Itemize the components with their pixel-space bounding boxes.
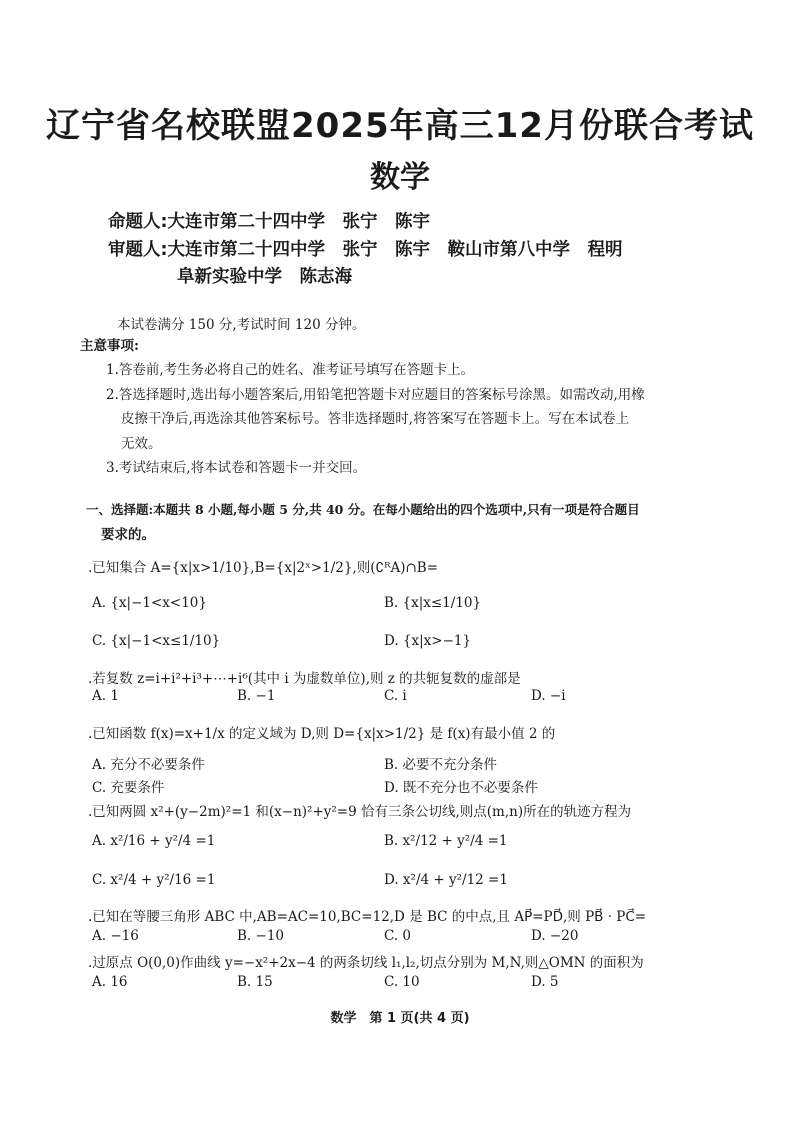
option-a: A. x²/16 + y²/4 =1 [92,833,216,849]
exam-title: 辽宁省名校联盟2025年高三12月份联合考试 [46,106,754,146]
section-heading-cont: 要求的。 [101,527,155,543]
option-a: A. 充分不必要条件 [92,757,205,773]
option-c: C. 充要条件 [92,780,165,796]
notice-item: 2.答选择题时,选出每小题答案后,用铅笔把答题卡对应题目的答案标号涂黑。如需改动,用橡 [106,387,645,403]
option-d: D. −i [531,688,566,704]
reviewers-line-1: 审题人:大连市第二十四中学 张宁 陈宇 鞍山市第八中学 程明 [108,240,623,260]
option-c: C. x²/4 + y²/16 =1 [92,872,216,888]
option-d: D. {x|x>−1} [384,633,472,649]
option-a: A. −16 [92,928,139,944]
section-heading: 一、选择题:本题共 8 小题,每小题 5 分,共 40 分。在每小题给出的四个选项中,只有一项是符合题目 [86,502,640,517]
question-stem: .若复数 z=i+i²+i³+⋯+i⁶(其中 i 为虚数单位),则 z 的共轭复数的虚部是 [88,671,521,687]
notice-item: 无效。 [121,436,162,452]
reviewers-line-2: 阜新实验中学 陈志海 [177,267,352,287]
option-d: D. −20 [531,928,579,944]
score-time-note: 本试卷满分 150 分,考试时间 120 分钟。 [117,317,366,333]
option-c: C. 0 [384,928,412,944]
option-b: B. {x|x≤1/10} [384,595,482,611]
notice-item: 3.考试结束后,将本试卷和答题卡一并交回。 [106,460,367,476]
option-b: B. 必要不充分条件 [384,757,498,773]
option-a: A. {x|−1<x<10} [92,595,207,611]
option-b: B. −1 [237,688,276,704]
option-b: B. x²/12 + y²/4 =1 [384,833,508,849]
option-a: A. 16 [92,974,128,990]
option-a: A. 1 [92,688,119,704]
question-stem: .已知两圆 x²+(y−2m)²=1 和(x−n)²+y²=9 恰有三条公切线,则点(m,n)所在的轨迹方程为 [88,804,632,820]
notice-item: 皮擦干净后,再选涂其他答案标号。答非选择题时,将答案写在答题卡上。写在本试卷上 [121,411,630,427]
question-stem: .已知在等腰三角形 ABC 中,AB=AC=10,BC=12,D 是 BC 的中点,且 AP⃗=PD⃗,则 PB⃗ · PC⃗= [88,909,647,925]
question-stem: .已知集合 A={x|x>1/10},B={x|2ˣ>1/2},则(∁ᴿA)∩B= [88,560,439,576]
option-c: C. i [384,688,407,704]
question-stem: .过原点 O(0,0)作曲线 y=−x²+2x−4 的两条切线 l₁,l₂,切点分别为 M,N,则△OMN 的面积为 [88,955,644,971]
option-c: C. 10 [384,974,420,990]
option-d: D. 5 [531,974,559,990]
option-c: C. {x|−1<x≤1/10} [92,633,221,649]
page-footer: 数学 第 1 页(共 4 页) [330,1011,470,1026]
notice-item: 1.答卷前,考生务必将自己的姓名、准考证号填写在答题卡上。 [106,362,475,378]
option-d: D. x²/4 + y²/12 =1 [384,872,508,888]
option-b: B. 15 [237,974,273,990]
option-b: B. −10 [237,928,284,944]
question-stem: .已知函数 f(x)=x+1/x 的定义域为 D,则 D={x|x>1/2} 是 f(x)有最小值 2 的 [88,726,556,742]
proposers-line: 命题人:大连市第二十四中学 张宁 陈宇 [108,212,430,232]
option-d: D. 既不充分也不必要条件 [384,780,538,796]
notice-title: 主意事项: [80,338,139,354]
subject-title: 数学 [370,160,430,195]
